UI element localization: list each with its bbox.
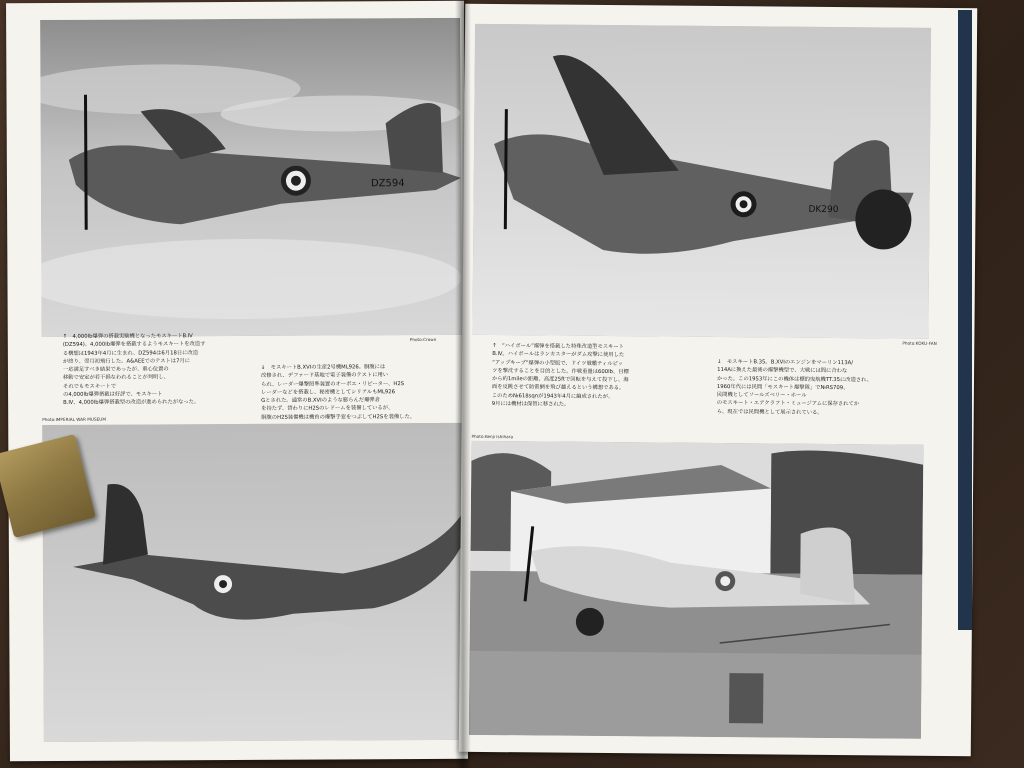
mosquito-bxvi-photo xyxy=(42,423,464,742)
caption-right-1: ↑ “ハイボール”爆弾を搭載した特殊改造型モスキート B.Ⅳ。ハイボールはランカスターがダム攻撃に使用した “アップキープ”爆弾の小型版で、ドイツ戦艦ティルピッ ツを撃沈することを目的とした。作戦重量は600lb、目標 から約1mileの距離、高度25ftで回転を与えて投下し、海 面を反跳させて防雷網を飛び越えるという構想である。 このため№618sqnが1943年4月に編成されたが、 9月には機材は保管に移された。 xyxy=(491,343,629,408)
mosquito-dz594-photo xyxy=(40,18,462,337)
caption-left-1: ↑ 4,000lb爆弾の搭載実験機となったモスキートB.Ⅳ (DZ594)。4,000lb爆弾を搭載するようモスキートを改造す る構想は1943年4月に生まれ、DZ594は6月18日に改造 が終り、翌月初飛行した。A&AEEでのテストは7月に 一応満足すべき結果であったが、重心位置の 移動で安定が若干損なわれることが判明し、 それでもモスキートで の4,000lb爆弾搭載は好評で、モスキート B.Ⅳ、4,000lb爆弾搭載型の改造が進められたがなった。 xyxy=(62,333,206,407)
mosquito-highball-photo xyxy=(472,24,931,339)
credit-bottom-left: Photo:IMPERIAL WAR MUSEUM xyxy=(42,416,106,423)
book-cover-edge xyxy=(958,10,972,630)
right-page xyxy=(459,4,978,756)
serial-dk290: DK290 xyxy=(808,204,839,216)
credit-top-left: Photo:Crown xyxy=(409,336,437,343)
photo-bottom-right xyxy=(469,441,924,739)
credit-bottom-right: Photo:Kenji Ishihara xyxy=(471,433,514,440)
photo-bottom-left xyxy=(42,423,464,742)
caption-left-2: ↓ モスキートB.XVIの生産2号機ML926。胴腹には 改修され、デファード基地で電子装備のテストに用い られ、レーダー爆撃照準装置のオーボエ・リピーター、H2S レーダーなどを搭載し、秘密機としてシリアルもML926 Gとされた。通常のB.XVIのような膨らんだ爆弾倉 を持たず、替わりにH2Sのレドームを装備しているが、 胴腹のH2S装備機は機首の爆撃手窓をつぶしてH2Sを装備した。 xyxy=(260,364,416,421)
mosquito-b35-hangar-photo xyxy=(469,441,924,739)
book-spine xyxy=(455,0,471,768)
photo-top-right xyxy=(472,24,931,339)
photo-top-left xyxy=(40,18,462,337)
left-page xyxy=(6,1,468,761)
serial-dz594: DZ594 xyxy=(370,178,405,190)
caption-right-2: ↓ モスキートB.35。B.XVIのエンジンをマーリン113A/ 114Aに換えた最後の爆撃機型で、大戦には間に合わな かった。この1953年にこの機体は標的曳航機TT.35に改造され、 1960年代には民間「モスキート爆撃隊」で№RS709、 民間機としてソールズベリー・ホール のモスキート・エアクラフト・ミュージアムに保存されてか ら、現在では民間機として展示されている。 xyxy=(716,358,873,416)
credit-top-right: Photo:KOKU-FAN xyxy=(902,340,937,346)
